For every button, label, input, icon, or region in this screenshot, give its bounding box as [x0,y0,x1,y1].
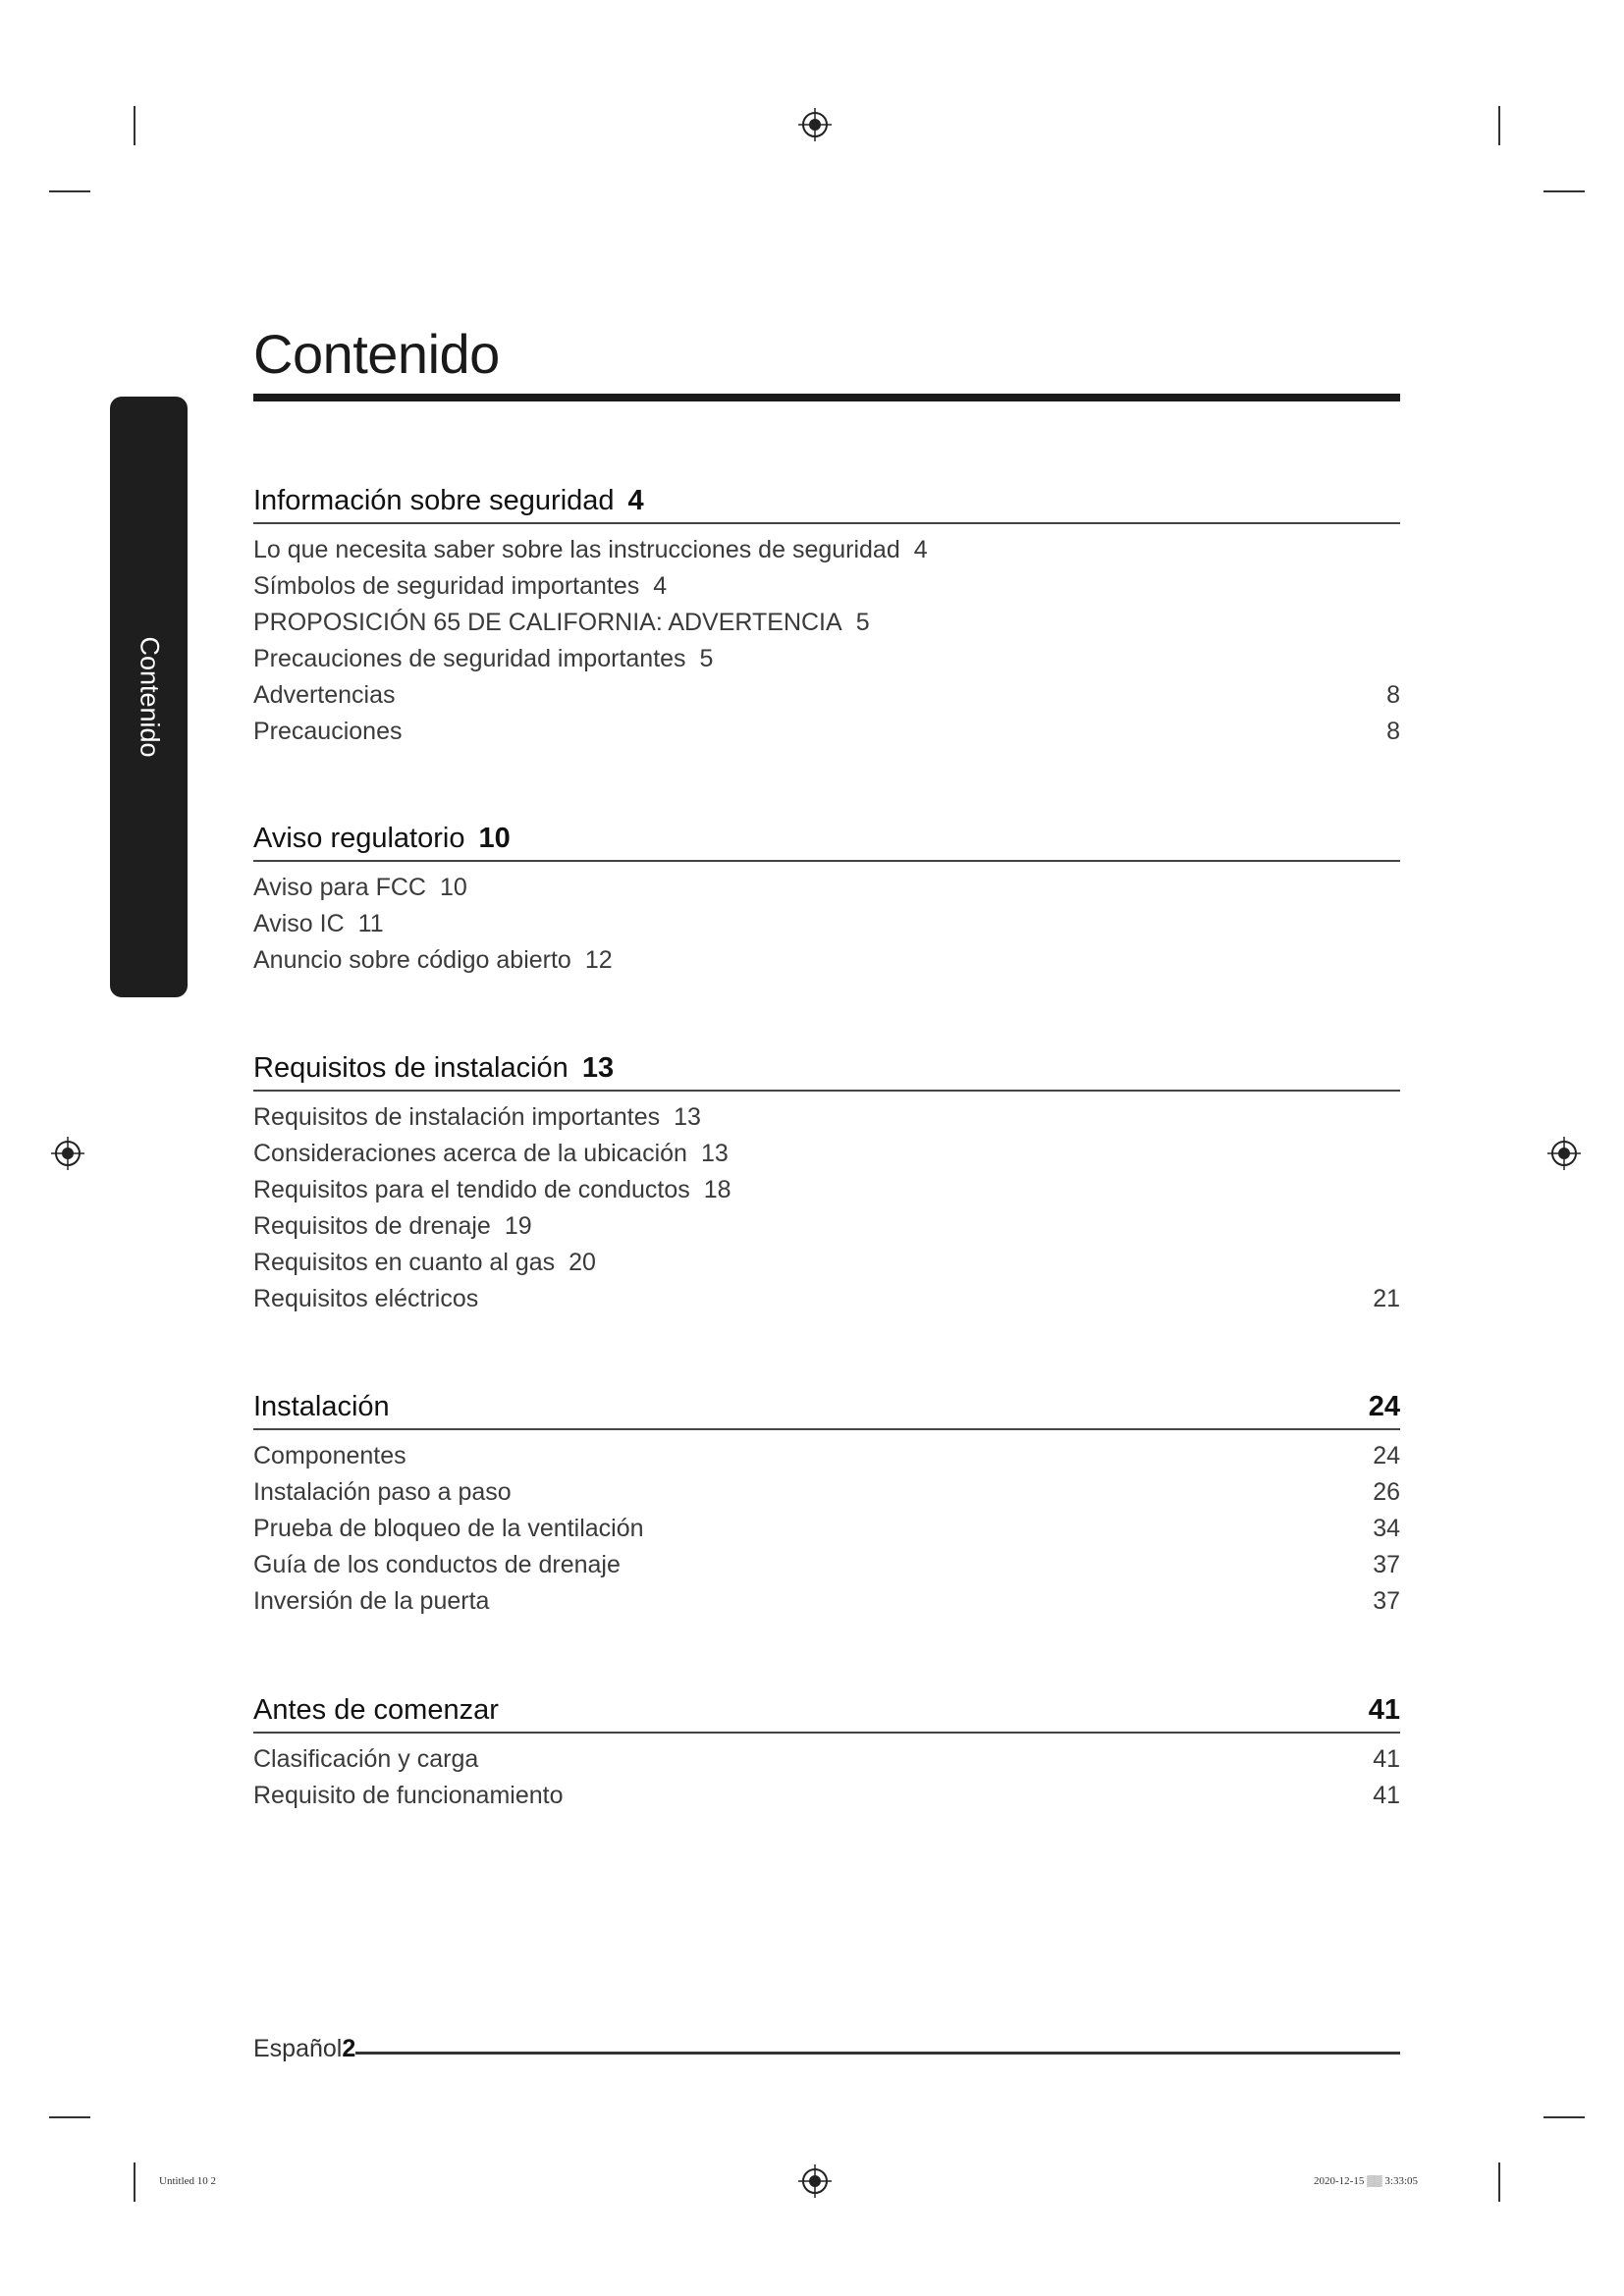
toc-entry-label: Precauciones de seguridad importantes [253,645,686,672]
toc-entry-page: 20 [568,1249,596,1276]
toc-section-page: 24 [1368,1391,1400,1422]
toc-entry[interactable] [253,714,1400,750]
toc-section-title: Aviso regulatorio [253,823,465,854]
registration-mark-icon [1547,1137,1581,1170]
toc-entry-page: 5 [699,645,714,672]
toc-entry-page: 19 [504,1212,532,1240]
toc-entry-list [253,870,1400,979]
toc-section [253,483,1400,750]
toc-entry-label: Símbolos de seguridad importantes [253,572,640,600]
toc-entry-page: 34 [1373,1515,1400,1542]
toc-entry-label: Clasificación y carga [253,1745,479,1773]
toc-section-title: Instalación [253,1391,390,1422]
crop-mark [1543,190,1585,192]
toc-entry[interactable] [253,1438,1400,1474]
toc-entry[interactable] [253,1099,1400,1136]
toc-entry-page: 26 [1373,1478,1400,1506]
toc-entry[interactable] [253,1511,1400,1547]
toc-entry-label: Inversión de la puerta [253,1587,490,1615]
toc-entry-label: Instalación paso a paso [253,1478,512,1506]
toc-entry[interactable] [253,1778,1400,1814]
toc-entry-label: Aviso IC [253,910,345,937]
crop-mark [1498,2163,1500,2202]
toc-entry[interactable] [253,532,1400,568]
toc-entry-label: Requisitos para el tendido de conductos [253,1176,690,1203]
registration-mark-icon [798,2164,832,2198]
toc-section-page: 13 [581,1052,615,1084]
title-rule [253,394,1400,401]
toc-entry-label: Guía de los conductos de drenaje [253,1551,621,1578]
toc-entry[interactable] [253,1281,1400,1317]
print-slug-left: Untitled 10 2 [159,2175,217,2187]
toc-entry-label: Requisitos en cuanto al gas [253,1249,556,1276]
toc-entry[interactable] [253,1245,1400,1281]
toc-section-heading[interactable] [253,483,1400,524]
toc-entry-list [253,1438,1400,1620]
toc-entry-page: 11 [357,910,384,937]
toc-section-title: Información sobre seguridad [253,485,615,516]
footer-page-number: 2 [342,2035,356,2062]
toc-entry-page: 12 [584,946,613,974]
toc-entry-label: Requisitos eléctricos [253,1285,479,1312]
toc-entry-label: Componentes [253,1442,406,1469]
toc-entry-page: 37 [1373,1551,1400,1578]
toc-entry-label: PROPOSICIÓN 65 DE CALIFORNIA: ADVERTENCIA [253,609,842,636]
toc-entry-list [253,532,1400,750]
toc-entry-label: Requisitos de instalación importantes [253,1103,661,1131]
toc-entry-page: 4 [913,536,928,563]
toc-entry-label: Anuncio sobre código abierto [253,946,571,974]
toc-section-page: 41 [1368,1694,1400,1726]
toc-entry-list [253,1741,1400,1814]
side-tab [110,397,188,997]
toc-entry[interactable] [253,942,1400,979]
toc-section-title: Requisitos de instalación [253,1052,568,1084]
toc-entry-page: 10 [440,874,467,901]
toc-entry[interactable] [253,641,1400,677]
crop-mark [1498,106,1500,145]
crop-mark [49,190,90,192]
toc-entry-page: 41 [1373,1745,1400,1773]
toc-section [253,1389,1400,1620]
toc-entry-label: Aviso para FCC [253,874,426,901]
toc-entry[interactable] [253,1741,1400,1778]
crop-mark [134,106,135,145]
toc-entry-page: 5 [855,609,870,636]
toc-entry-label: Advertencias [253,681,396,709]
toc-entry[interactable] [253,1547,1400,1583]
print-slug-right: 2020-12-15 ▒▒ 3:33:05 [1314,2175,1419,2187]
toc-section [253,1692,1400,1814]
toc-entry-page: 41 [1373,1782,1400,1809]
registration-mark-icon [798,108,832,141]
toc-section-heading[interactable] [253,1050,1400,1092]
toc-entry-page: 21 [1373,1285,1400,1312]
toc-entry-list [253,1099,1400,1317]
toc-entry[interactable] [253,677,1400,714]
toc-entry-label: Requisito de funcionamiento [253,1782,564,1809]
toc-entry[interactable] [253,568,1400,605]
toc-entry-page: 4 [653,572,668,600]
toc-entry-page: 13 [700,1140,729,1167]
toc-entry[interactable] [253,1583,1400,1620]
toc-entry-page: 37 [1373,1587,1400,1615]
toc-section-page: 10 [478,823,511,854]
toc-section-title: Antes de comenzar [253,1694,499,1726]
side-tab-label: Contenido [135,636,164,758]
toc-section-heading[interactable] [253,1389,1400,1430]
footer-page-label [253,2035,355,2063]
toc-entry-page: 24 [1373,1442,1400,1469]
toc-entry[interactable] [253,1474,1400,1511]
toc-entry-label: Requisitos de drenaje [253,1212,491,1240]
toc-entry-page: 8 [1386,681,1400,709]
crop-mark [1543,2116,1585,2118]
toc-entry-page: 8 [1386,718,1400,745]
crop-mark [49,2116,90,2118]
toc-entry-label: Lo que necesita saber sobre las instrucciones de seguridad [253,536,900,563]
crop-mark [134,2163,135,2202]
toc-entry[interactable] [253,1172,1400,1208]
toc-section-heading[interactable] [253,1692,1400,1734]
toc-entry-page: 18 [703,1176,731,1203]
toc-entry-label: Consideraciones acerca de la ubicación [253,1140,687,1167]
toc-section-page: 4 [627,485,644,516]
toc-entry-label: Prueba de bloqueo de la ventilación [253,1515,644,1542]
toc-entry[interactable] [253,605,1400,641]
toc-entry[interactable] [253,1136,1400,1172]
footer-rule [355,2052,1400,2055]
toc-entry-page: 13 [674,1103,701,1131]
page-title: Contenido [253,323,500,385]
toc-section-heading[interactable] [253,821,1400,862]
toc-entry[interactable] [253,1208,1400,1245]
toc-section [253,821,1400,979]
toc-entry[interactable] [253,906,1400,942]
registration-mark-icon [51,1137,84,1170]
toc-entry[interactable] [253,870,1400,906]
toc-section [253,1050,1400,1317]
toc-entry-label: Precauciones [253,718,403,745]
footer-language: Español [253,2035,343,2062]
